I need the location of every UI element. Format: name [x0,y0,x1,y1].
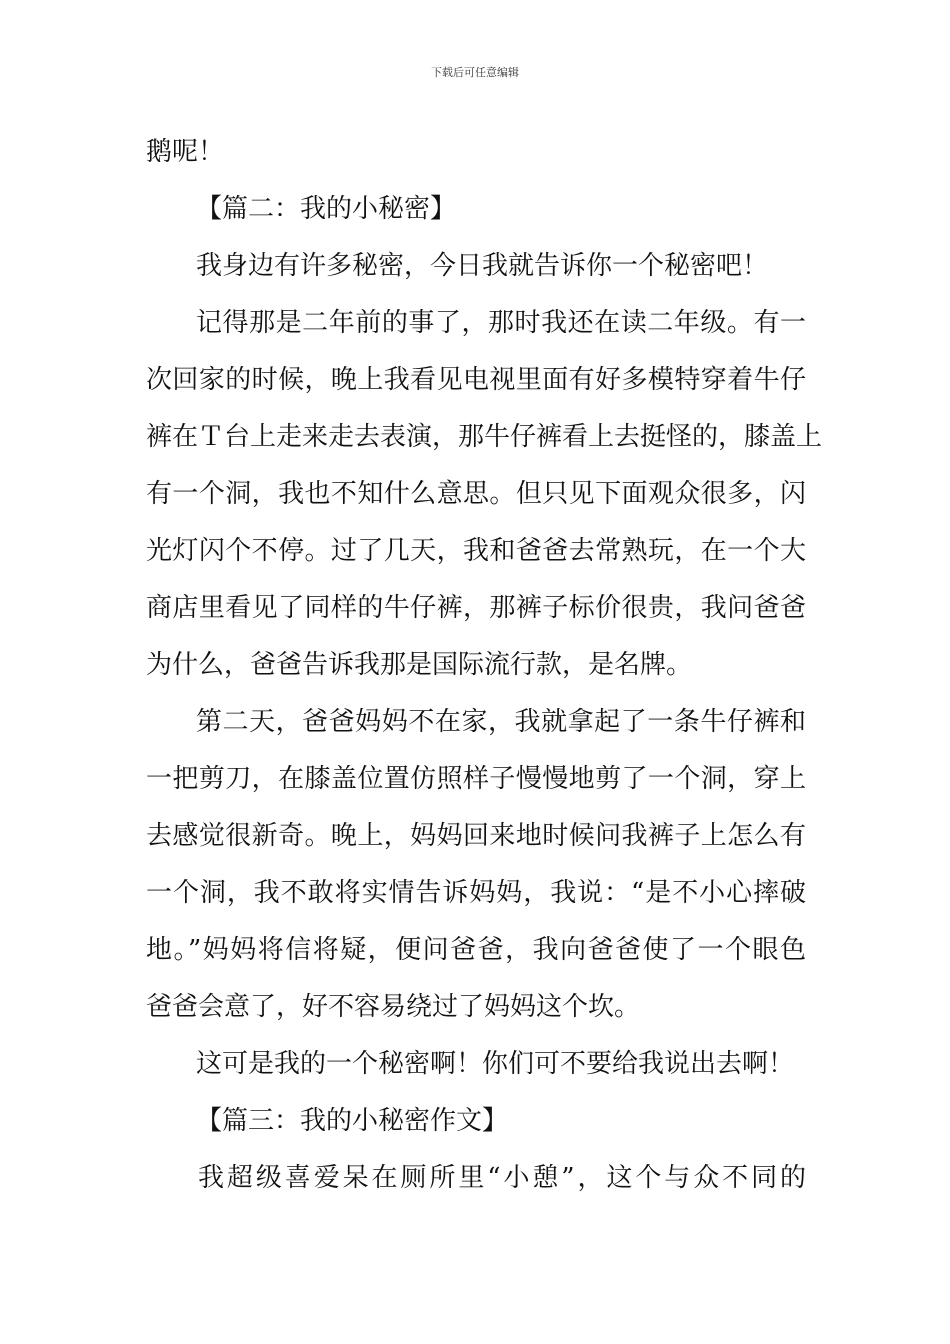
section-heading-2: 【篇二：我的小秘密】 [196,194,457,224]
paragraph-line: 去感觉很新奇。晚上，妈妈回来地时候问我裤子上怎么有 [146,821,806,851]
paragraph-line: 第二天，爸爸妈妈不在家，我就拿起了一条牛仔裤和 [196,707,806,737]
paragraph-line: 这可是我的一个秘密啊！你们可不要给我说出去啊！ [196,1049,795,1079]
paragraph-line: 我超级喜爱呆在厕所里“小憩”，这个与众不同的 [198,1163,806,1193]
paragraph-line: 裤在Ｔ台上走来走去表演，那牛仔裤看上去挺怪的，膝盖上 [146,422,823,452]
paragraph-line: 为什么，爸爸告诉我那是国际流行款，是名牌。 [146,650,693,680]
page-header-note: 下载后可任意编辑 [431,66,519,79]
paragraph-line: 次回家的时候，晚上我看见电视里面有好多模特穿着牛仔 [146,365,806,395]
paragraph-line: 爸爸会意了，好不容易绕过了妈妈这个坎。 [146,992,641,1022]
paragraph-line: 记得那是二年前的事了，那时我还在读二年级。有一 [196,308,806,338]
paragraph-line: 地。”妈妈将信将疑，便问爸爸，我向爸爸使了一个眼色 [146,935,806,965]
section-heading-3: 【篇三：我的小秘密作文】 [196,1106,509,1136]
paragraph-line: 光灯闪个不停。过了几天，我和爸爸去常熟玩，在一个大 [146,536,806,566]
paragraph-line: 商店里看见了同样的牛仔裤，那裤子标价很贵，我问爸爸 [146,593,806,623]
paragraph-line: 我身边有许多秘密，今日我就告诉你一个秘密吧！ [196,251,769,281]
text-line-continuation: 鹅呢！ [146,137,225,167]
paragraph-line: 一把剪刀，在膝盖位置仿照样子慢慢地剪了一个洞，穿上 [146,764,806,794]
paragraph-line: 有一个洞，我也不知什么意思。但只见下面观众很多，闪 [146,479,806,509]
paragraph-line: 一个洞，我不敢将实情告诉妈妈，我说：“是不小心摔破 [146,878,806,908]
